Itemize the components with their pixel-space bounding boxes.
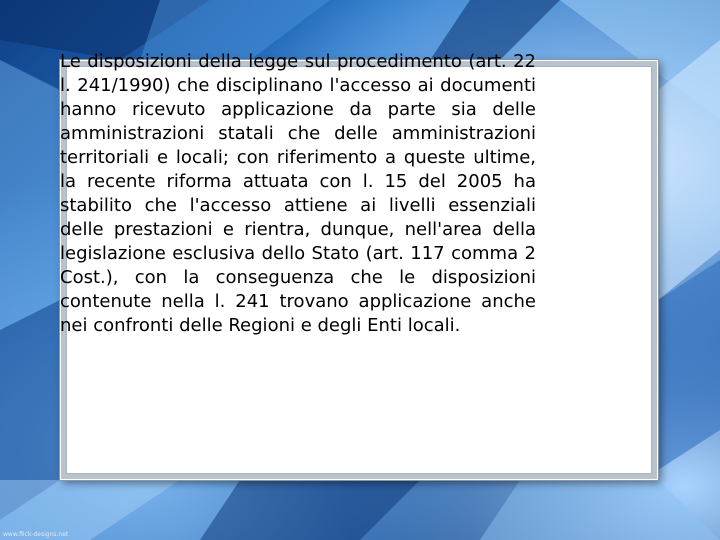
- slide-body-text: Le disposizioni della legge sul procedimento (art. 22 l. 241/1990) che disciplinano l'accesso ai documenti hanno ricevuto applicazione da parte sia delle amministrazioni statali che delle amministrazioni territoriali e locali; con riferimento a queste ultime, la recente riforma attuata con l. 15 del 2005 ha stabilito che l'accesso attiene ai livelli essenziali delle prestazioni e rientra, dunque, nell'area della legislazione esclusiva dello Stato (art. 117 comma 2 Cost.), con la conseguenza che le disposizioni contenute nella l. 241 trovano applicazione anche nei confronti delle Regioni e degli Enti locali.: [60, 51, 536, 336]
- watermark-text: www.flick-designs.net: [3, 531, 69, 538]
